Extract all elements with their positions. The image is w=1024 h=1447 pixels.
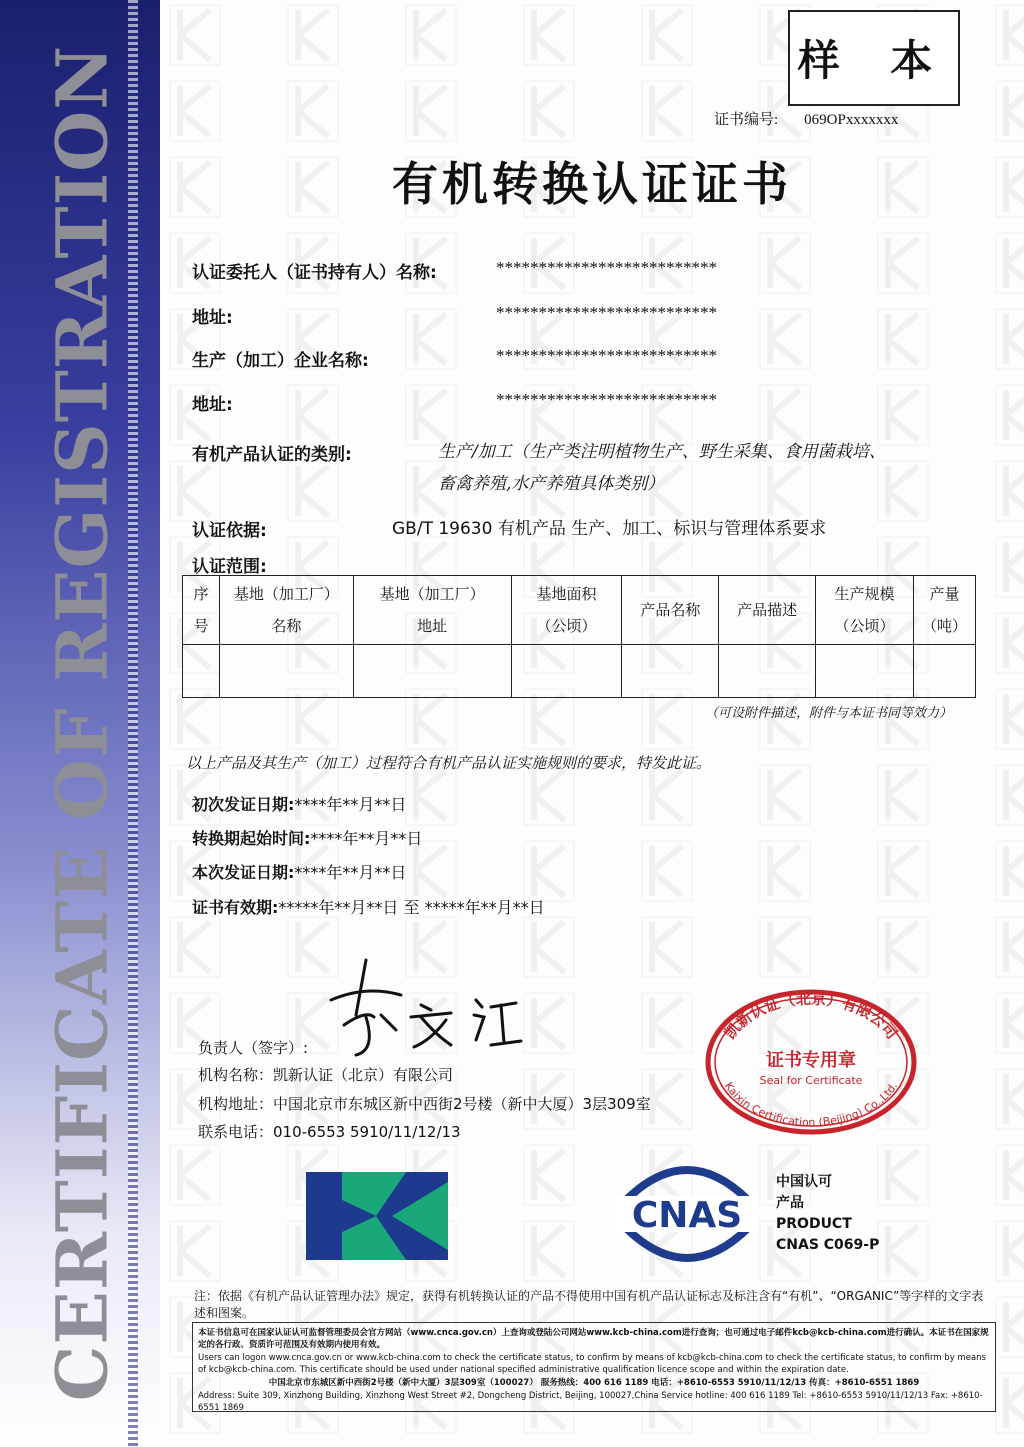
- cnas-logo: [616, 1160, 758, 1268]
- seal-center-en: Seal for Certificate: [759, 1074, 863, 1087]
- category-value-line1: 生产/加工（生产类注明植物生产、野生采集、食用菌栽培、: [438, 442, 886, 462]
- date-current-issue: 本次发证日期:****年**月**日: [192, 863, 407, 882]
- col-header-base-address: 基地（加工厂） 地址: [353, 576, 511, 645]
- certificate-number-label: 证书编号:: [714, 112, 779, 128]
- field-label-producer-address: 地址:: [192, 395, 233, 415]
- organization-phone: 联系电话：010-6553 5910/11/12/13: [198, 1123, 461, 1141]
- footnote: 注：依据《有机产品认证管理办法》规定，获得有机转换认证的产品不得使用中国有机产品认证标志及标注含有“有机”、“ORGANIC”等字样的文字表述和图案。: [194, 1289, 984, 1320]
- seal-center-cn: 证书专用章: [766, 1050, 856, 1071]
- category-value-line2: 畜禽养殖,水产养殖具体类别）: [438, 474, 665, 494]
- cnas-logo-text: CNAS: [631, 1195, 743, 1236]
- kaixin-logo: [306, 1172, 448, 1260]
- field-value-holder-address: **************************: [496, 303, 717, 322]
- scope-label: 认证范围:: [192, 557, 267, 577]
- seal-outer-en: Kaixin Certification (Beijing) Co.,Ltd.: [721, 1079, 901, 1130]
- col-header-base-area: 基地面积 （公顷）: [511, 576, 622, 645]
- col-header-base-name: 基地（加工厂） 名称: [219, 576, 353, 645]
- basis-label: 认证依据:: [192, 521, 267, 541]
- col-header-product-description: 产品描述: [719, 576, 816, 645]
- certificate-seal: [704, 988, 918, 1136]
- watermark-pattern: [160, 0, 1024, 1447]
- page-title: 有机转换认证证书: [392, 157, 792, 211]
- basis-value: GB/T 19630 有机产品 生产、加工、标识与管理体系要求: [392, 519, 827, 539]
- organization-address: 机构地址：中国北京市东城区新中西街2号楼（新中大厦）3层309室: [198, 1095, 651, 1113]
- scope-table-header-row: [183, 576, 976, 645]
- scope-table: [182, 575, 976, 698]
- organization-name: 机构名称：凯新认证（北京）有限公司: [198, 1066, 454, 1084]
- sidebar-rail: [128, 0, 138, 1447]
- verification-cn: 本证书信息可在国家认证认可监督管理委员会官方网站（www.cnca.gov.cn）上查询或登陆公司网站www.kcb-china.com进行查询；也可通过电子邮件kcb@kcb-china.com进行确认。本证书在国家规定的各行政、资质许可范围及有效期内使用有效。: [198, 1328, 989, 1350]
- field-label-holder-name: 认证委托人（证书持有人）名称:: [192, 263, 437, 283]
- col-header-output: 产量 （吨）: [913, 576, 975, 645]
- verification-info-box: [192, 1322, 996, 1412]
- certificate-number: [714, 108, 898, 129]
- address-cn: 中国北京市东城区新中西街2号楼（新中大厦）3层309室（100027） 服务热线：400 616 1189 电话：+8610-6553 5910/11/12/13 传真：+8610-6551 1869: [268, 1378, 920, 1388]
- col-header-product-name: 产品名称: [622, 576, 719, 645]
- category-value: [438, 436, 998, 500]
- scope-note: （可设附件描述，附件与本证书同等效力）: [704, 706, 952, 721]
- col-header-index: 序 号: [183, 576, 220, 645]
- conformity-statement: 以上产品及其生产（加工）过程符合有机产品认证实施规则的要求，特发此证。: [186, 754, 712, 772]
- date-first-issue: 初次发证日期:****年**月**日: [192, 795, 407, 814]
- sidebar-band: [0, 0, 160, 1447]
- date-conversion-start: 转换期起始时间:****年**月**日: [192, 829, 423, 848]
- seal-outer-cn: 凯新认证（北京）有限公司: [720, 989, 902, 1043]
- field-label-holder-address: 地址:: [192, 308, 233, 328]
- field-value-holder-name: **************************: [496, 258, 717, 277]
- signature-image: [326, 955, 526, 1065]
- category-label: 有机产品认证的类别:: [192, 445, 352, 465]
- col-header-production-scale: 生产规模 （公顷）: [816, 576, 914, 645]
- field-value-producer-address: **************************: [496, 390, 717, 409]
- address-en: Address: Suite 309, Xinzhong Building, Xinzhong West Street #2, Dongcheng District, Beijing, 100027,China Service hotline: 400 616 1189 Tel: +8610-6553 5910/11/12/13 Fax: +8610-6551 1869: [198, 1391, 983, 1412]
- signatory-label: 负责人（签字）:: [198, 1039, 309, 1057]
- sidebar-vertical-title: CERTIFICATE OF REGISTRATION: [40, 44, 124, 1402]
- cnas-accreditation-text: 中国认可 产品 PRODUCT CNAS C069-P: [776, 1174, 880, 1253]
- date-validity: 证书有效期:*****年**月**日 至 *****年**月**日: [192, 898, 545, 917]
- certificate-number-value: 069OPxxxxxxx: [804, 112, 899, 128]
- field-value-producer-name: **************************: [496, 346, 717, 365]
- svg-text:Kaixin Certification (Beijing): [722, 1080, 900, 1129]
- sample-stamp-box: 样 本: [788, 10, 960, 106]
- table-row: [183, 645, 976, 698]
- field-label-producer-name: 生产（加工）企业名称:: [192, 351, 369, 371]
- verification-en: Users can logon www.cnca.gov.cn or www.kcb-china.com to check the certificate status, to confirm by means of kcb@kcb-china.com to check the certificate status, to confirm by means of kcb@kcb-china.com. This certificate should be used under national specified administrative qualification licence scope and within the expiration date.: [198, 1353, 986, 1375]
